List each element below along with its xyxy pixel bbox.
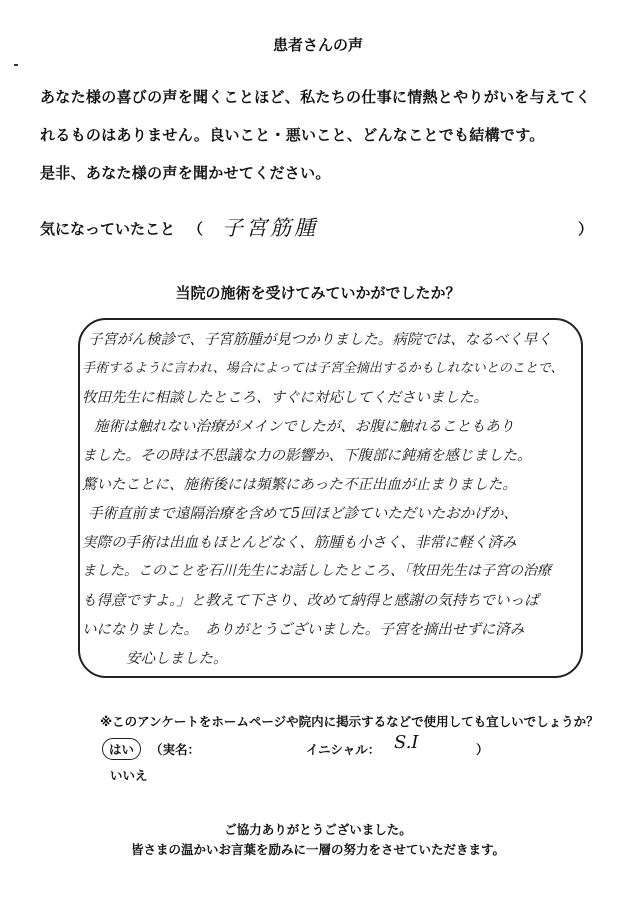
- answer-line: 実際の手術は出血もほとんどなく、筋腫も小さく、非常に軽く済み: [82, 535, 517, 551]
- answer-box: [78, 318, 583, 678]
- answer-line: 手術するように言われ、場合によっては子宮全摘出するかもしれないとのことで、: [82, 361, 564, 376]
- answer-line: も得意ですよ。」と教えて下さり、改めて納得と感謝の気持ちでいっぱ: [82, 593, 539, 609]
- concern-handwritten-value: 子宮筋腫: [222, 216, 318, 240]
- initial-close-paren: ）: [476, 742, 489, 757]
- initial-handwritten-value: S.I: [394, 732, 419, 753]
- closing-message: 皆さまの温かいお言葉を励みに一層の努力をさせていただきます。: [130, 842, 505, 857]
- form-title: 患者さんの声: [272, 36, 363, 54]
- concern-label: 気になっていたこと: [40, 220, 176, 238]
- answer-line: いになりました。 ありがとうございました。子宮を摘出せずに済み: [82, 622, 525, 638]
- answer-line: 子宮がん検診で、子宮筋腫が見つかりました。病院では、なるべく早く: [88, 332, 552, 348]
- concern-close-paren: ）: [578, 220, 594, 238]
- answer-line: ました。このことを石川先生にお話ししたところ、「牧田先生は子宮の治療: [82, 563, 551, 579]
- answer-line: 安心しました。: [126, 651, 228, 667]
- intro-line-1: あなた様の喜びの声を聞くことほど、私たちの仕事に情熱とやりがいを与えてく: [40, 88, 591, 106]
- publish-notice: ※このアンケートをホームページや院内に掲示するなどで使用しても宜しいでしょうか？: [100, 714, 599, 729]
- answer-line: 牧田先生に相談したところ、すぐに対応してくださいました。: [82, 390, 488, 406]
- thanks-message: ご協力ありがとうございました。: [224, 822, 412, 837]
- answer-line: 手術直前まで遠隔治療を含めて5回ほど診ていただいたおかげか、: [88, 506, 518, 522]
- answer-line: 施術は触れない治療がメインでしたが、お腹に触れることもあり: [94, 419, 515, 435]
- scan-mark: [14, 64, 18, 66]
- consent-no-option[interactable]: いいえ: [110, 768, 148, 783]
- initial-label: イニシャル：: [306, 742, 381, 757]
- intro-line-3: 是非、あなた様の声を聞かせてください。: [40, 164, 331, 182]
- answer-line: 驚いたことに、施術後には頻繁にあった不正出血が止まりました。: [82, 477, 517, 493]
- real-name-label: （実名：: [150, 742, 201, 757]
- answer-line: ました。その時は不思議な力の影響か、下腹部に鈍痛を感じました。: [82, 448, 532, 464]
- feedback-question: 当院の施術を受けてみていかがでしたか？: [175, 284, 461, 302]
- intro-line-2: れるものはありません。良いこと・悪いこと、どんなことでも結構です。: [40, 126, 545, 144]
- consent-yes-option[interactable]: はい: [102, 738, 141, 760]
- concern-open-paren: （: [188, 220, 204, 238]
